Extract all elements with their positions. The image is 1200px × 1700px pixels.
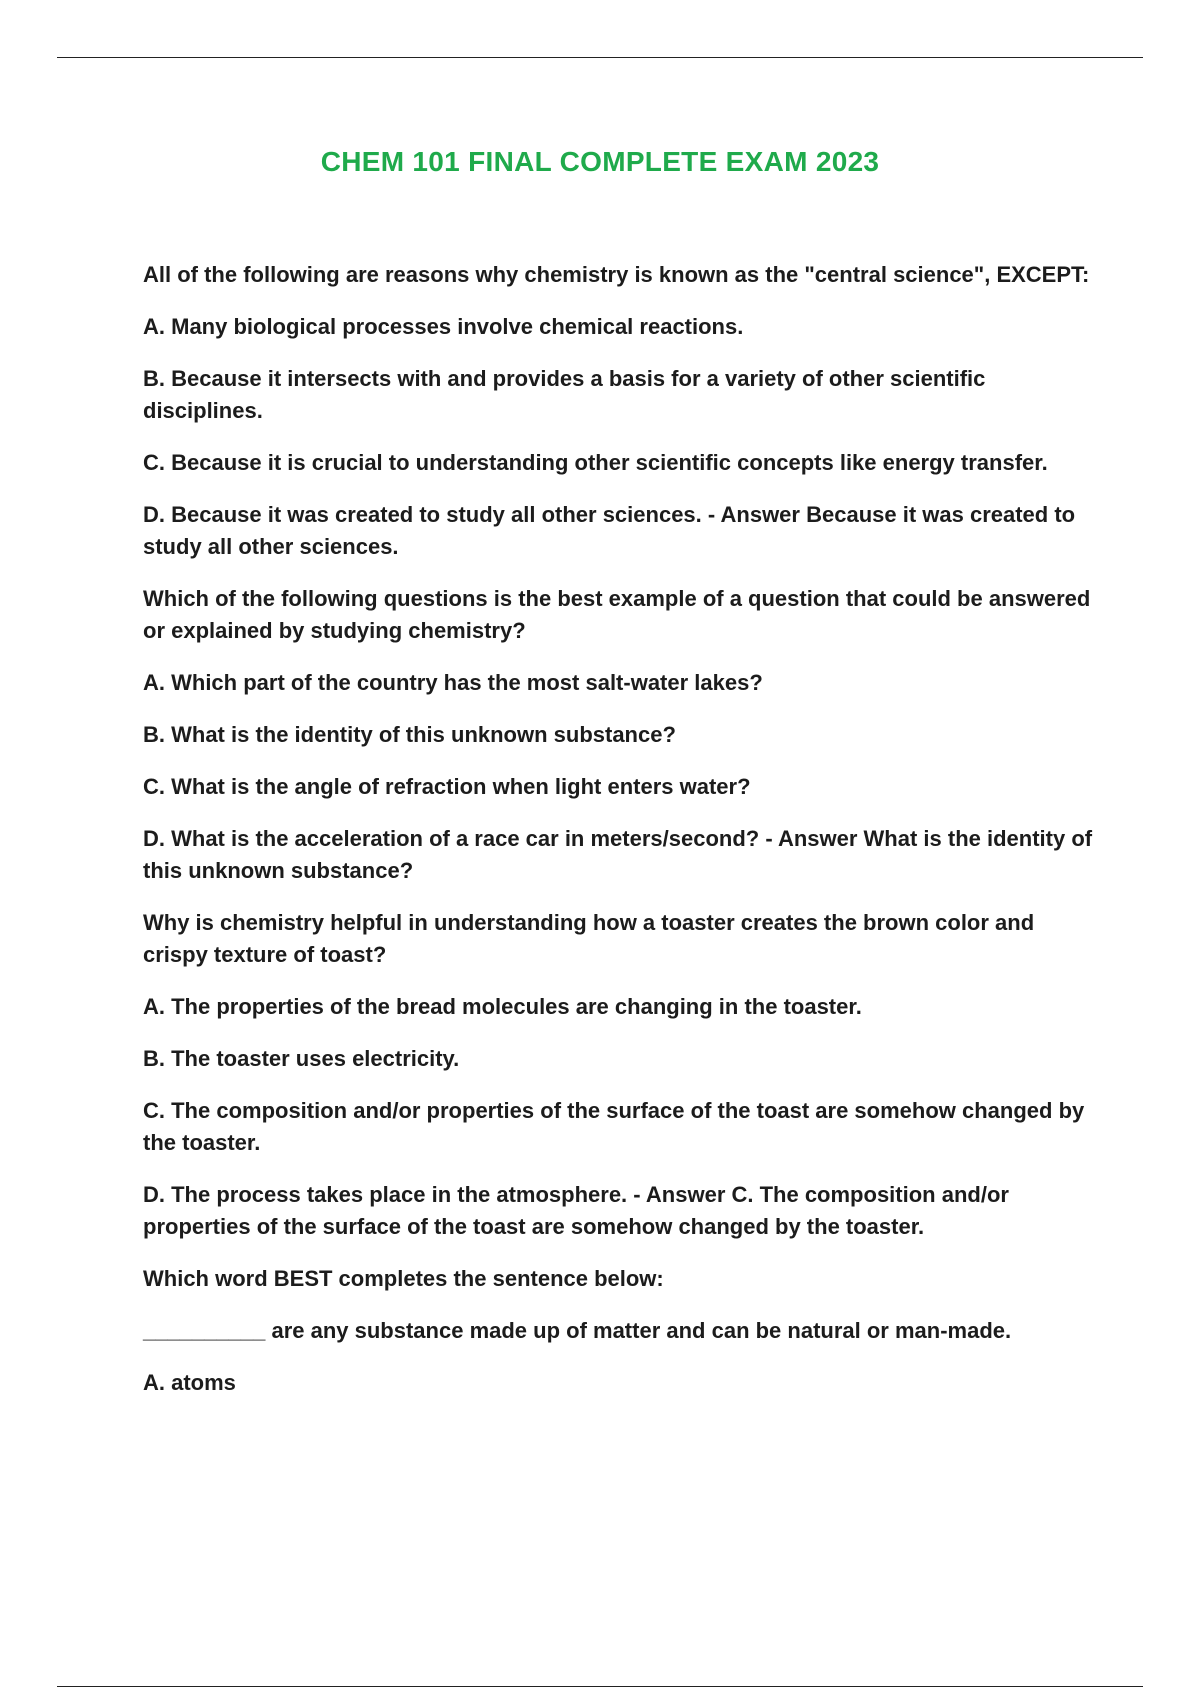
question-2-option-b: B. What is the identity of this unknown substance? <box>143 722 676 747</box>
question-1-stem: All of the following are reasons why chemistry is known as the "central science", EXCEPT: <box>143 262 1090 287</box>
question-4-sentence: __________ are any substance made up of matter and can be natural or man-made. <box>143 1318 1012 1343</box>
question-4-stem: Which word BEST completes the sentence below: <box>143 1266 664 1291</box>
question-1-option-a: A. Many biological processes involve chemical reactions. <box>143 314 744 339</box>
question-1-option-d-answer: D. Because it was created to study all other sciences. - Answer Because it was created to study all other sciences. <box>143 502 1076 559</box>
question-1-option-c: C. Because it is crucial to understanding other scientific concepts like energy transfer. <box>143 450 1048 475</box>
question-2-stem: Which of the following questions is the best example of a question that could be answered or explained by studying chemistry? <box>143 586 1091 643</box>
bottom-divider <box>57 1686 1143 1687</box>
question-2-option-d-answer: D. What is the acceleration of a race car in meters/second? - Answer What is the identity of this unknown substance? <box>143 826 1093 883</box>
question-3-option-b: B. The toaster uses electricity. <box>143 1046 460 1071</box>
question-3-option-c: C. The composition and/or properties of the surface of the toast are somehow changed by the toaster. <box>143 1098 1085 1155</box>
question-4-option-a: A. atoms <box>143 1370 236 1395</box>
top-divider <box>57 57 1143 58</box>
question-2-option-c: C. What is the angle of refraction when light enters water? <box>143 774 751 799</box>
document-body <box>143 259 1093 1419</box>
question-1-option-b: B. Because it intersects with and provides a basis for a variety of other scientific disciplines. <box>143 366 986 423</box>
question-2-option-a: A. Which part of the country has the most salt-water lakes? <box>143 670 763 695</box>
question-3-stem: Why is chemistry helpful in understanding how a toaster creates the brown color and crispy texture of toast? <box>143 910 1035 967</box>
page-title: CHEM 101 FINAL COMPLETE EXAM 2023 <box>320 146 880 177</box>
question-3-option-a: A. The properties of the bread molecules are changing in the toaster. <box>143 994 862 1019</box>
question-3-option-d-answer: D. The process takes place in the atmosphere. - Answer C. The composition and/or properties of the surface of the toast are somehow changed by the toaster. <box>143 1182 1009 1239</box>
